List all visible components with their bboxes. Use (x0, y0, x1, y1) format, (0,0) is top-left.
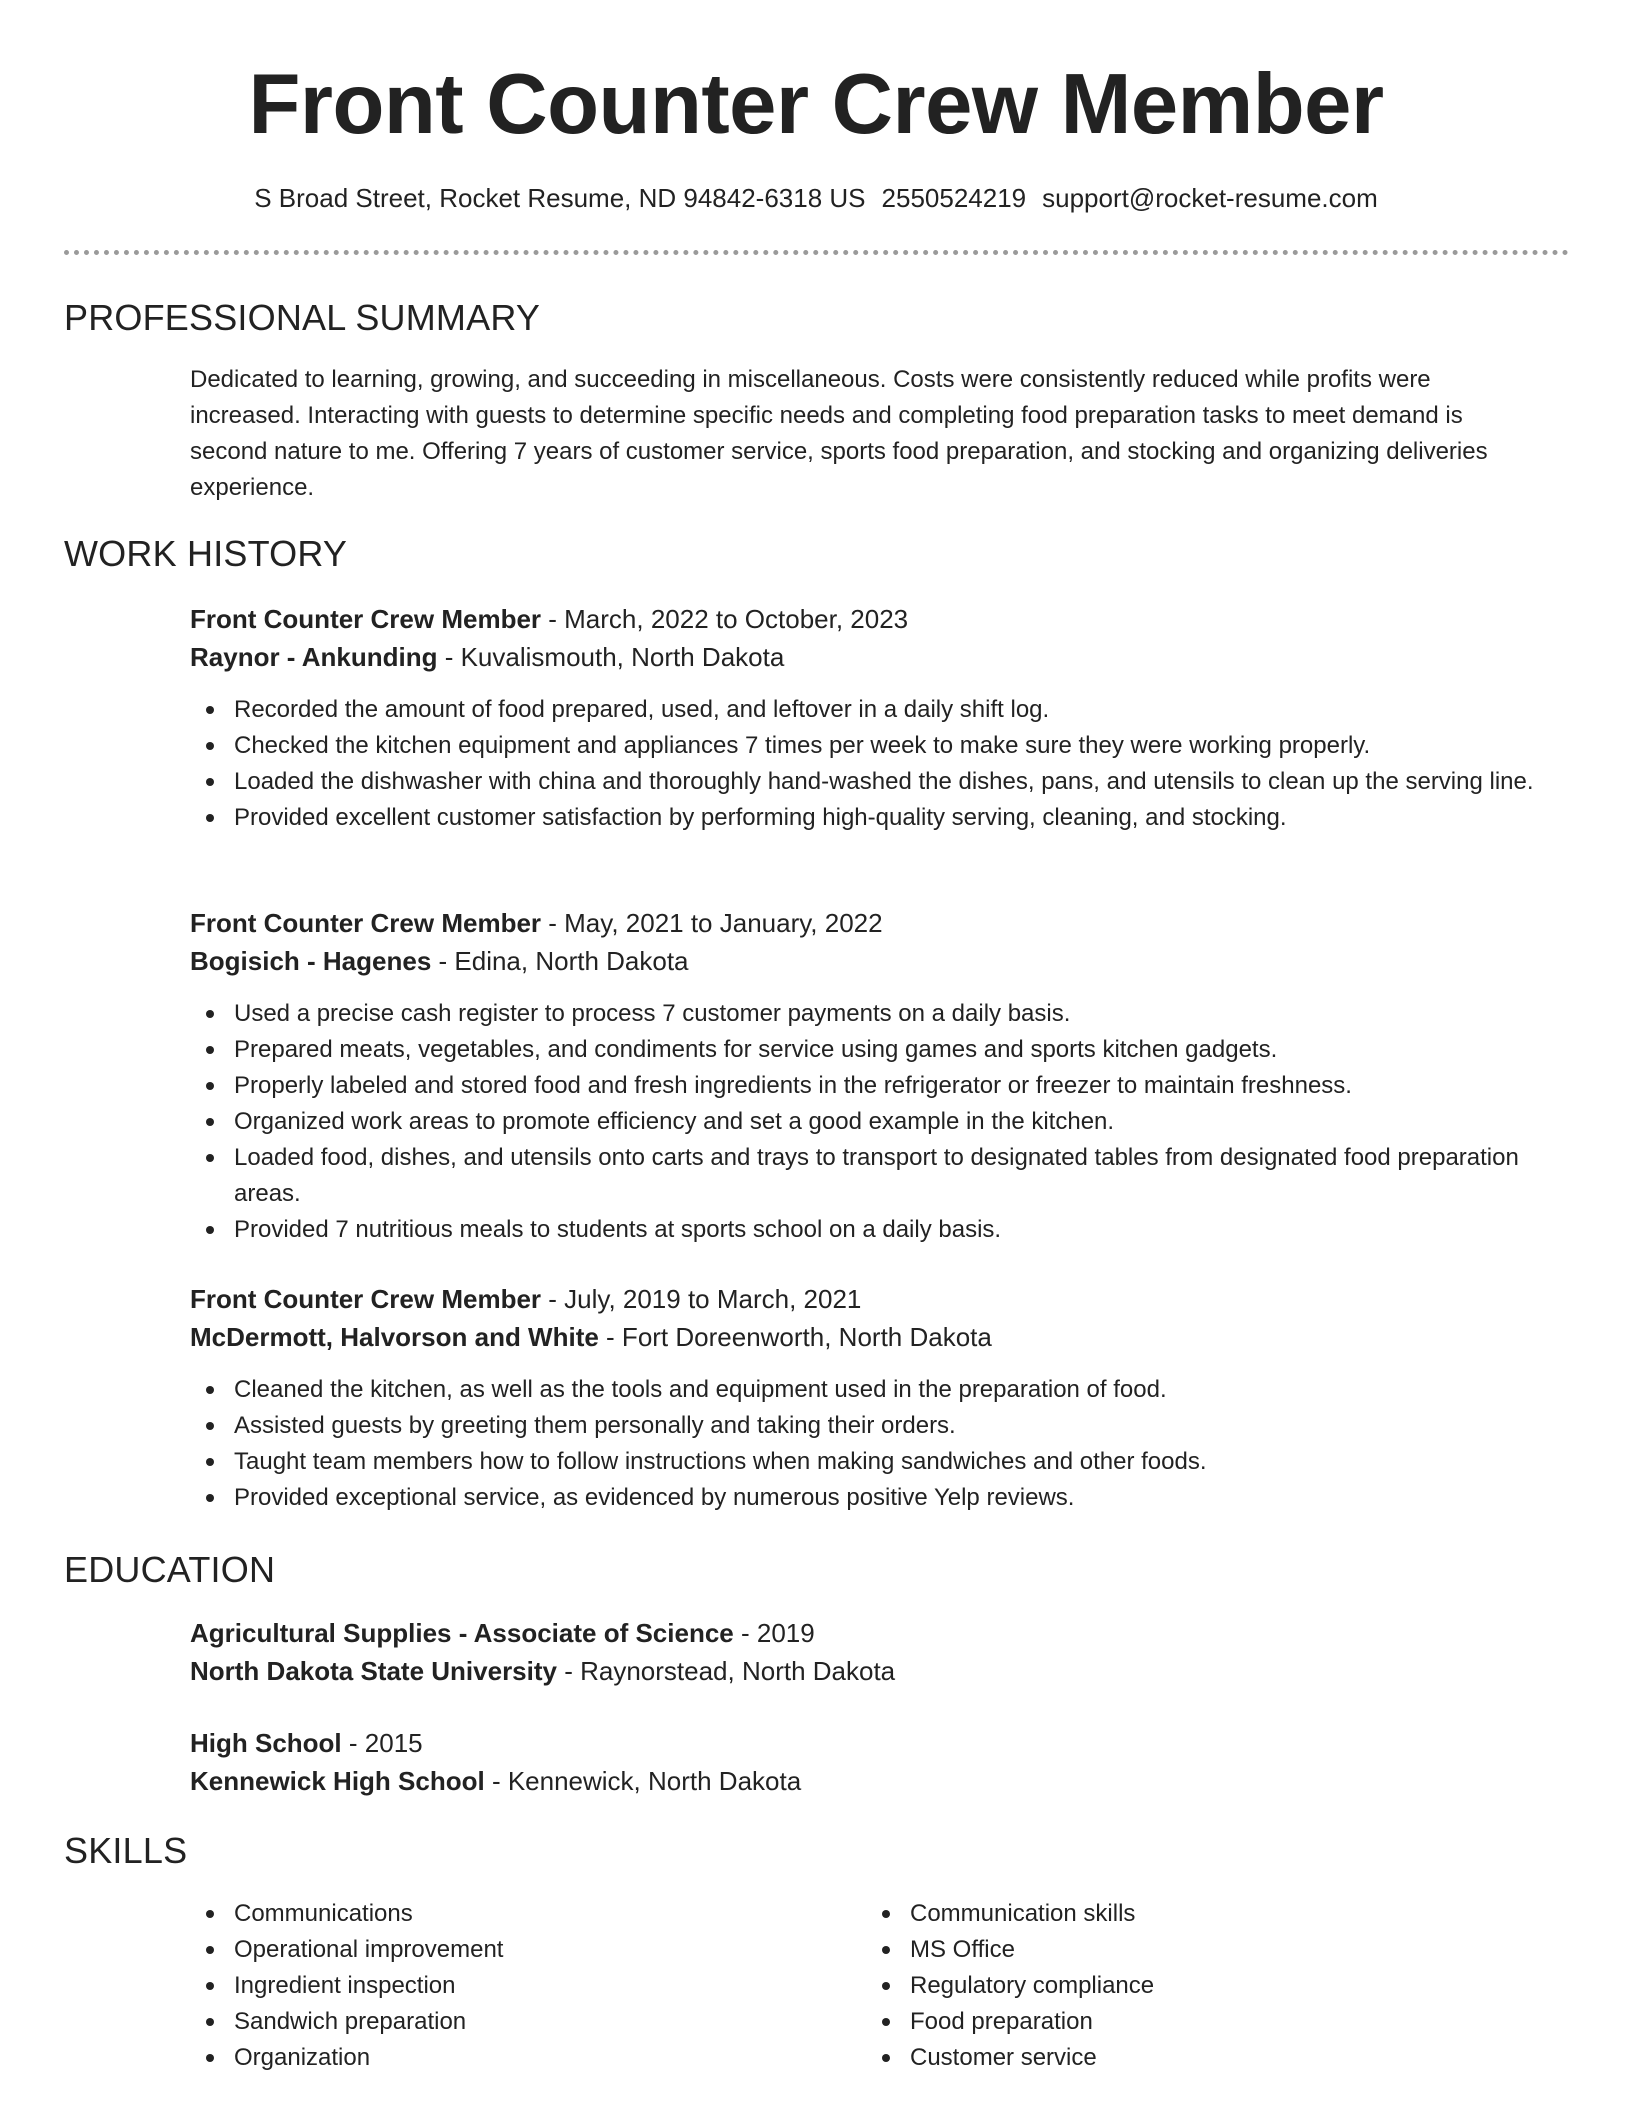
list-item: Used a precise cash register to process 7 customer payments on a daily basis. (234, 996, 1574, 1032)
list-item: Cleaned the kitchen, as well as the tools and equipment used in the preparation of food. (234, 1372, 1574, 1408)
list-item: Assisted guests by greeting them personally and taking their orders. (234, 1408, 1574, 1444)
skill-item: Organization (234, 2040, 854, 2076)
job-location: - Fort Doreenworth, North Dakota (598, 1322, 992, 1352)
job-bullets (190, 692, 1574, 836)
skills-list-right (866, 1896, 1530, 2076)
contact-phone: 2550524219 (881, 183, 1027, 213)
list-item: Loaded the dishwasher with china and thoroughly hand-washed the dishes, pans, and utensils to clean up the serving line. (234, 764, 1574, 800)
skill-item: Communication skills (910, 1896, 1530, 1932)
skills-list-left (190, 1896, 854, 2076)
job-title: Front Counter Crew Member (190, 1284, 542, 1314)
job-title: Front Counter Crew Member (190, 604, 542, 634)
job-company: Raynor - Ankunding (190, 642, 438, 672)
list-item: Provided 7 nutritious meals to students at sports school on a daily basis. (234, 1212, 1574, 1248)
summary-text: Dedicated to learning, growing, and succeeding in miscellaneous. Costs were consistently reduced while profits were increased. Interacting with guests to determine specific needs and completing food preparation tasks to meet demand is second nature to me. Offering 7 years of customer service, sports food preparation, and stocking and organizing deliveries experience. (190, 366, 1488, 501)
list-item: Prepared meats, vegetables, and condiments for service using games and sports kitchen gadgets. (234, 1032, 1574, 1068)
skill-item: Operational improvement (234, 1932, 854, 1968)
section-heading-skills: SKILLS (64, 1830, 188, 1871)
section-heading-work: WORK HISTORY (64, 533, 348, 574)
education-school: Kennewick High School (190, 1766, 485, 1796)
job-company-line (190, 1318, 992, 1356)
list-item: Provided excellent customer satisfaction by performing high-quality serving, cleaning, and stocking. (234, 800, 1574, 836)
job-bullets (190, 1372, 1574, 1516)
education-school: North Dakota State University (190, 1656, 557, 1686)
job-company: McDermott, Halvorson and White (190, 1322, 599, 1352)
job-company-line (190, 942, 689, 980)
job-location: - Edina, North Dakota (431, 946, 689, 976)
section-heading-summary: PROFESSIONAL SUMMARY (64, 297, 541, 338)
contact-info (0, 181, 1632, 215)
list-item: Taught team members how to follow instructions when making sandwiches and other foods. (234, 1444, 1574, 1480)
education-location: - Kennewick, North Dakota (484, 1766, 802, 1796)
contact-email: support@rocket-resume.com (1042, 183, 1378, 213)
job-title-line (190, 904, 883, 942)
page-title: Front Counter Crew Member (248, 57, 1384, 152)
section-heading-education: EDUCATION (64, 1549, 276, 1590)
list-item: Loaded food, dishes, and utensils onto carts and trays to transport to designated tables from designated food preparation areas. (234, 1140, 1574, 1212)
list-item: Recorded the amount of food prepared, used, and leftover in a daily shift log. (234, 692, 1574, 728)
skill-item: MS Office (910, 1932, 1530, 1968)
education-location: - Raynorstead, North Dakota (556, 1656, 896, 1686)
contact-address: S Broad Street, Rocket Resume, ND 94842-6318 US (254, 183, 866, 213)
job-dates: - May, 2021 to January, 2022 (541, 908, 883, 938)
job-title-line (190, 1280, 861, 1318)
education-degree: Agricultural Supplies - Associate of Science (190, 1618, 734, 1648)
education-year: - 2019 (733, 1618, 815, 1648)
job-company: Bogisich - Hagenes (190, 946, 432, 976)
list-item: Checked the kitchen equipment and appliances 7 times per week to make sure they were working properly. (234, 728, 1574, 764)
education-school-line (190, 1762, 801, 1800)
skill-item: Regulatory compliance (910, 1968, 1530, 2004)
job-title-line (190, 600, 908, 638)
job-dates: - July, 2019 to March, 2021 (541, 1284, 862, 1314)
job-location: - Kuvalismouth, North Dakota (437, 642, 785, 672)
education-year: - 2015 (341, 1728, 423, 1758)
education-degree-line (190, 1614, 815, 1652)
skill-item: Sandwich preparation (234, 2004, 854, 2040)
education-school-line (190, 1652, 895, 1690)
education-degree: High School (190, 1728, 342, 1758)
job-title: Front Counter Crew Member (190, 908, 542, 938)
job-bullets (190, 996, 1574, 1248)
skill-item: Ingredient inspection (234, 1968, 854, 2004)
job-dates: - March, 2022 to October, 2023 (541, 604, 909, 634)
education-degree-line (190, 1724, 423, 1762)
skill-item: Customer service (910, 2040, 1530, 2076)
header-divider (64, 250, 1569, 255)
list-item: Organized work areas to promote efficiency and set a good example in the kitchen. (234, 1104, 1574, 1140)
skill-item: Communications (234, 1896, 854, 1932)
skill-item: Food preparation (910, 2004, 1530, 2040)
list-item: Provided exceptional service, as evidenced by numerous positive Yelp reviews. (234, 1480, 1574, 1516)
job-company-line (190, 638, 784, 676)
list-item: Properly labeled and stored food and fresh ingredients in the refrigerator or freezer to maintain freshness. (234, 1068, 1574, 1104)
